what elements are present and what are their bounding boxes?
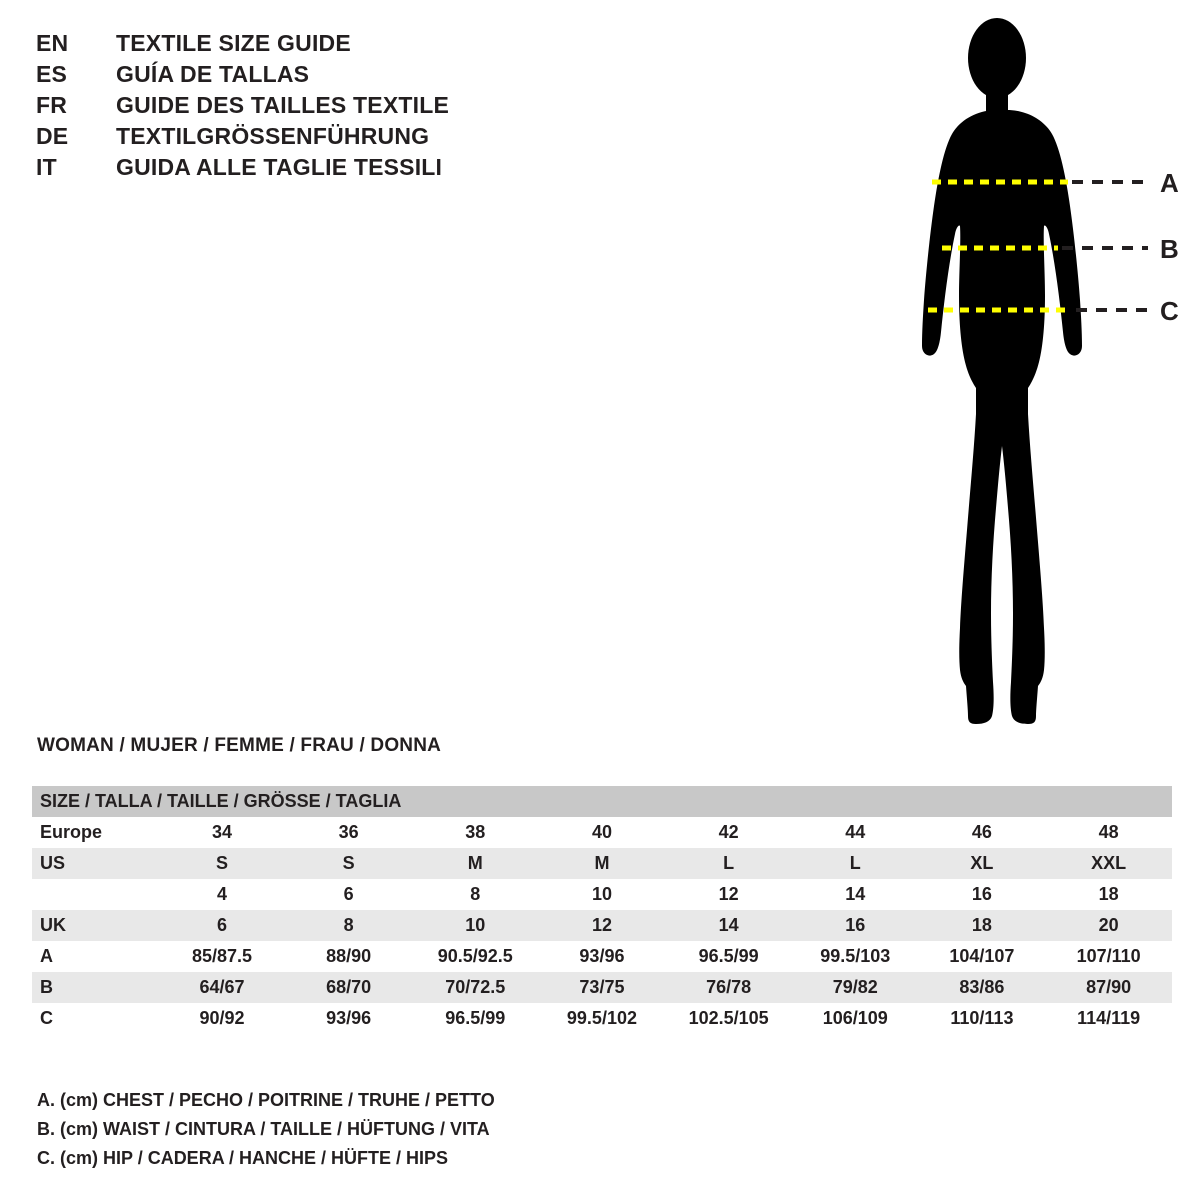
title-text: GUIDE DES TAILLES TEXTILE xyxy=(116,92,449,118)
cell: 34 xyxy=(159,817,286,848)
cell: L xyxy=(665,848,792,879)
table-row xyxy=(32,817,1172,848)
female-body-figure xyxy=(860,10,1190,740)
legend-row-c: C. (cm) HIP / CADERA / HANCHE / HÜFTE / HIPS xyxy=(37,1148,449,1168)
title-block xyxy=(36,30,796,185)
title-row xyxy=(36,92,796,123)
cell: 106/109 xyxy=(792,1003,919,1034)
cell: 14 xyxy=(792,879,919,910)
table-header-label: SIZE / TALLA / TAILLE / GRÖSSE / TAGLIA xyxy=(32,786,1172,817)
table-header-row xyxy=(32,786,1172,817)
title-text: TEXTILE SIZE GUIDE xyxy=(116,30,351,56)
cell: 64/67 xyxy=(159,972,286,1003)
cell: 96.5/99 xyxy=(665,941,792,972)
table-row xyxy=(32,972,1172,1003)
body-silhouette xyxy=(922,18,1082,724)
title-text: TEXTILGRÖSSENFÜHRUNG xyxy=(116,123,430,149)
title-language-code: FR xyxy=(36,92,68,118)
title-row xyxy=(36,154,796,185)
row-label: US xyxy=(32,848,159,879)
cell: 12 xyxy=(539,910,666,941)
row-label: B xyxy=(32,972,159,1003)
table-row xyxy=(32,941,1172,972)
cell: L xyxy=(792,848,919,879)
cell: 83/86 xyxy=(919,972,1046,1003)
cell: 107/110 xyxy=(1045,941,1172,972)
title-row xyxy=(36,30,796,61)
cell: 8 xyxy=(285,910,412,941)
cell: 102.5/105 xyxy=(665,1003,792,1034)
marker-label-b: B xyxy=(1160,234,1179,264)
title-row xyxy=(36,61,796,92)
cell: 4 xyxy=(159,879,286,910)
measurement-legend xyxy=(37,1090,495,1177)
table-row xyxy=(32,1003,1172,1034)
title-text: GUÍA DE TALLAS xyxy=(116,61,310,87)
title-language-code: EN xyxy=(36,30,69,56)
title-language-code: DE xyxy=(36,123,69,149)
table-row xyxy=(32,848,1172,879)
title-language-code: ES xyxy=(36,61,68,87)
cell: 90.5/92.5 xyxy=(412,941,539,972)
cell: 76/78 xyxy=(665,972,792,1003)
cell: M xyxy=(539,848,666,879)
cell: 6 xyxy=(159,910,286,941)
cell: 44 xyxy=(792,817,919,848)
cell: 38 xyxy=(412,817,539,848)
cell: 93/96 xyxy=(539,941,666,972)
cell: 90/92 xyxy=(159,1003,286,1034)
cell: 70/72.5 xyxy=(412,972,539,1003)
cell: 99.5/103 xyxy=(792,941,919,972)
cell: 79/82 xyxy=(792,972,919,1003)
cell: 36 xyxy=(285,817,412,848)
cell: 48 xyxy=(1045,817,1172,848)
row-label: C xyxy=(32,1003,159,1034)
size-table xyxy=(32,786,1172,1034)
cell: 88/90 xyxy=(285,941,412,972)
cell: 16 xyxy=(919,879,1046,910)
cell: S xyxy=(285,848,412,879)
cell: 73/75 xyxy=(539,972,666,1003)
table-row xyxy=(32,879,1172,910)
marker-label-c: C xyxy=(1160,296,1179,326)
row-label xyxy=(32,879,159,910)
cell: 20 xyxy=(1045,910,1172,941)
cell: XL xyxy=(919,848,1046,879)
legend-row-a: A. (cm) CHEST / PECHO / POITRINE / TRUHE / PETTO xyxy=(37,1090,495,1110)
table-row xyxy=(32,910,1172,941)
marker-label-a: A xyxy=(1160,168,1179,198)
cell: 16 xyxy=(792,910,919,941)
cell: 96.5/99 xyxy=(412,1003,539,1034)
cell: 104/107 xyxy=(919,941,1046,972)
cell: XXL xyxy=(1045,848,1172,879)
cell: 46 xyxy=(919,817,1046,848)
title-text: GUIDA ALLE TAGLIE TESSILI xyxy=(116,154,443,180)
title-row xyxy=(36,123,796,154)
cell: 10 xyxy=(539,879,666,910)
cell: 87/90 xyxy=(1045,972,1172,1003)
cell: M xyxy=(412,848,539,879)
legend-row-b: B. (cm) WAIST / CINTURA / TAILLE / HÜFTUNG / VITA xyxy=(37,1119,490,1139)
cell: 99.5/102 xyxy=(539,1003,666,1034)
section-heading-woman: WOMAN / MUJER / FEMME / FRAU / DONNA xyxy=(37,735,442,756)
cell: 12 xyxy=(665,879,792,910)
cell: 6 xyxy=(285,879,412,910)
cell: 18 xyxy=(919,910,1046,941)
cell: 8 xyxy=(412,879,539,910)
row-label: Europe xyxy=(32,817,159,848)
cell: S xyxy=(159,848,286,879)
cell: 68/70 xyxy=(285,972,412,1003)
row-label: UK xyxy=(32,910,159,941)
cell: 40 xyxy=(539,817,666,848)
cell: 114/119 xyxy=(1045,1003,1172,1034)
cell: 10 xyxy=(412,910,539,941)
row-label: A xyxy=(32,941,159,972)
cell: 42 xyxy=(665,817,792,848)
cell: 110/113 xyxy=(919,1003,1046,1034)
cell: 93/96 xyxy=(285,1003,412,1034)
title-language-code: IT xyxy=(36,154,57,180)
cell: 85/87.5 xyxy=(159,941,286,972)
cell: 14 xyxy=(665,910,792,941)
cell: 18 xyxy=(1045,879,1172,910)
